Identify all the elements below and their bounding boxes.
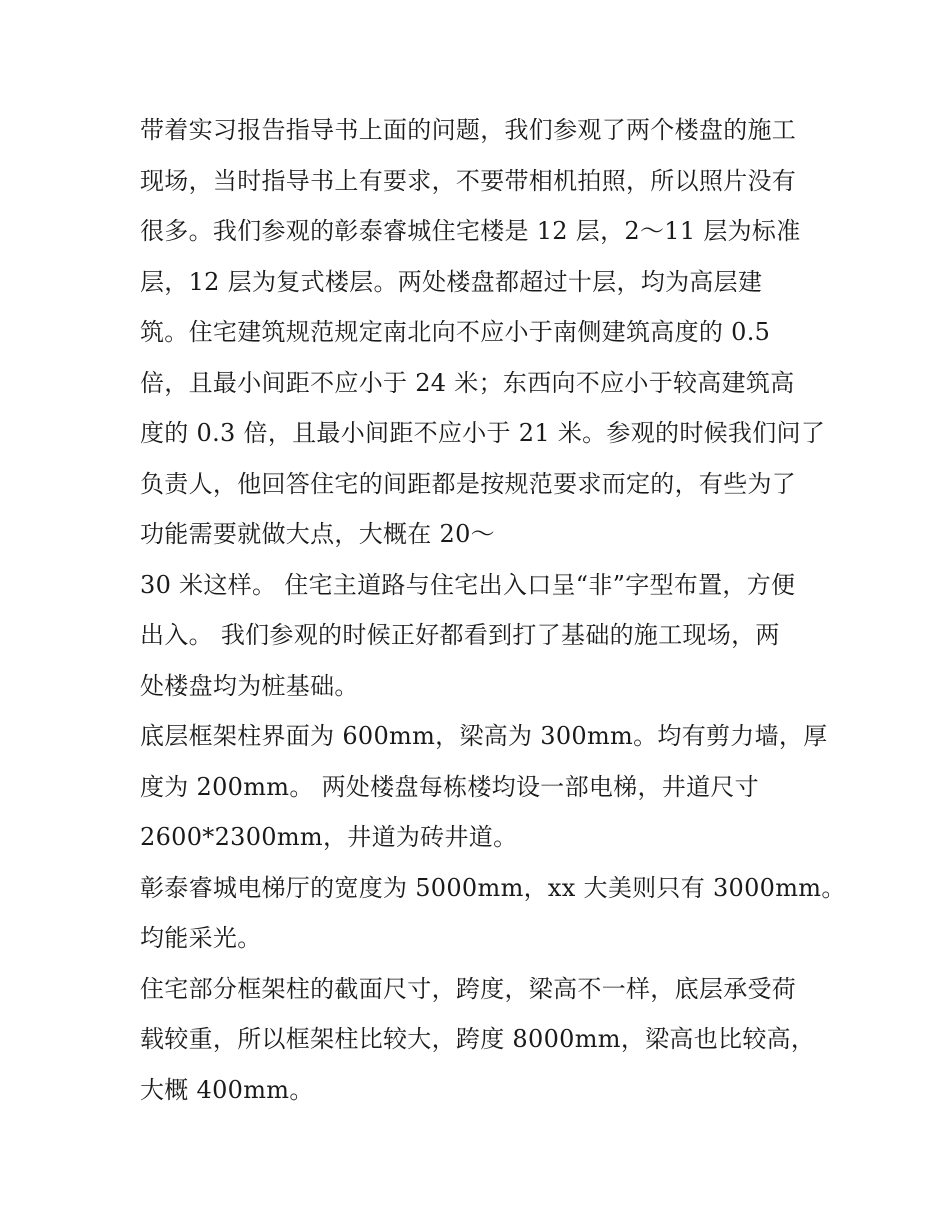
text-line: 住宅部分框架柱的截面尺寸，跨度，梁高不一样，底层承受荷: [140, 974, 797, 1003]
text-line: 层，12 层为复式楼层。两处楼盘都超过十层，均为高层建: [140, 267, 763, 296]
text-line: 彰泰睿城电梯厅的宽度为 5000mm，xx 大美则只有 3000mm。: [140, 873, 846, 902]
text-line: 出入。 我们参观的时候正好都看到打了基础的施工现场，两: [140, 621, 780, 649]
text-line: 功能需要就做大点，大概在 20～: [140, 520, 495, 548]
text-line: 底层框架柱界面为 600mm，梁高为 300mm。均有剪力墙，厚: [140, 722, 828, 750]
text-line: 现场，当时指导书上有要求，不要带相机拍照，所以照片没有: [140, 166, 797, 195]
text-line: 30 米这样。 住宅主道路与住宅出入口呈“非”字型布置，方便: [140, 570, 796, 599]
document-body: [140, 105, 846, 1115]
text-line: 度的 0.3 倍，且最小间距不应小于 21 米。参观的时候我们问了: [140, 419, 826, 447]
text-line: 处楼盘均为桩基础。: [140, 671, 359, 700]
text-line: 很多。我们参观的彰泰睿城住宅楼是 12 层，2～11 层为标准: [140, 217, 801, 245]
text-line: 均能采光。: [140, 924, 262, 952]
text-line: 筑。住宅建筑规范规定南北向不应小于南侧建筑高度的 0.5: [140, 318, 771, 346]
text-line: 载较重，所以框架柱比较大，跨度 8000mm，梁高也比较高，: [140, 1025, 816, 1053]
text-line: 2600*2300mm，井道为砖井道。: [140, 823, 518, 851]
text-line: 度为 200mm。 两处楼盘每栋楼均设一部电梯，井道尺寸: [140, 772, 759, 801]
text-line: 大概 400mm。: [140, 1075, 314, 1104]
text-line: 带着实习报告指导书上面的问题，我们参观了两个楼盘的施工: [140, 116, 797, 144]
text-line: 负责人，他回答住宅的间距都是按规范要求而定的，有些为了: [140, 469, 797, 498]
text-line: 倍，且最小间距不应小于 24 米；东西向不应小于较高建筑高: [140, 368, 795, 397]
